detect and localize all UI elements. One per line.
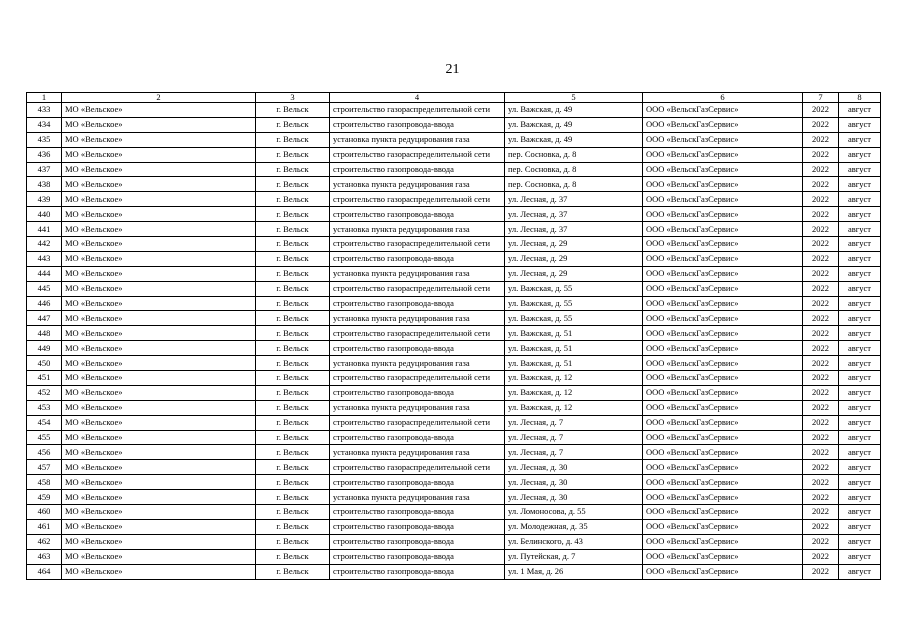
year-cell: 2022 — [803, 207, 839, 222]
municipality-cell: МО «Вельское» — [62, 356, 256, 371]
municipality-cell: МО «Вельское» — [62, 326, 256, 341]
address-cell: ул. Молодежная, д. 35 — [505, 519, 643, 534]
table-row — [27, 266, 881, 281]
row-number-cell: 442 — [27, 237, 62, 252]
address-cell: ул. Важская, д. 12 — [505, 385, 643, 400]
column-header-7: 7 — [803, 93, 839, 103]
year-cell: 2022 — [803, 311, 839, 326]
address-cell: ул. Важская, д. 55 — [505, 281, 643, 296]
year-cell: 2022 — [803, 251, 839, 266]
municipality-cell: МО «Вельское» — [62, 371, 256, 386]
address-cell: ул. Лесная, д. 7 — [505, 430, 643, 445]
work-type-cell: строительство газораспределительной сети — [330, 460, 505, 475]
contractor-cell: ООО «ВельскГазСервис» — [643, 385, 803, 400]
contractor-cell: ООО «ВельскГазСервис» — [643, 371, 803, 386]
year-cell: 2022 — [803, 490, 839, 505]
contractor-cell: ООО «ВельскГазСервис» — [643, 162, 803, 177]
settlement-cell: г. Вельск — [256, 296, 330, 311]
work-type-cell: установка пункта редуцирования газа — [330, 177, 505, 192]
address-cell: ул. Важская, д. 51 — [505, 341, 643, 356]
table-row — [27, 505, 881, 520]
contractor-cell: ООО «ВельскГазСервис» — [643, 460, 803, 475]
year-cell: 2022 — [803, 162, 839, 177]
municipality-cell: МО «Вельское» — [62, 311, 256, 326]
work-type-cell: установка пункта редуцирования газа — [330, 266, 505, 281]
settlement-cell: г. Вельск — [256, 251, 330, 266]
month-cell: август — [839, 162, 881, 177]
work-type-cell: строительство газопровода-ввода — [330, 296, 505, 311]
settlement-cell: г. Вельск — [256, 132, 330, 147]
table-row — [27, 326, 881, 341]
municipality-cell: МО «Вельское» — [62, 415, 256, 430]
settlement-cell: г. Вельск — [256, 371, 330, 386]
row-number-cell: 446 — [27, 296, 62, 311]
month-cell: август — [839, 490, 881, 505]
column-header-6: 6 — [643, 93, 803, 103]
contractor-cell: ООО «ВельскГазСервис» — [643, 415, 803, 430]
municipality-cell: МО «Вельское» — [62, 445, 256, 460]
address-cell: ул. Лесная, д. 30 — [505, 490, 643, 505]
municipality-cell: МО «Вельское» — [62, 534, 256, 549]
row-number-cell: 456 — [27, 445, 62, 460]
municipality-cell: МО «Вельское» — [62, 505, 256, 520]
year-cell: 2022 — [803, 326, 839, 341]
settlement-cell: г. Вельск — [256, 311, 330, 326]
settlement-cell: г. Вельск — [256, 356, 330, 371]
column-header-5: 5 — [505, 93, 643, 103]
year-cell: 2022 — [803, 475, 839, 490]
table-row — [27, 222, 881, 237]
address-cell: ул. Важская, д. 55 — [505, 296, 643, 311]
work-type-cell: строительство газораспределительной сети — [330, 237, 505, 252]
row-number-cell: 458 — [27, 475, 62, 490]
work-type-cell: строительство газораспределительной сети — [330, 326, 505, 341]
contractor-cell: ООО «ВельскГазСервис» — [643, 430, 803, 445]
settlement-cell: г. Вельск — [256, 564, 330, 579]
table-row — [27, 147, 881, 162]
work-type-cell: установка пункта редуцирования газа — [330, 445, 505, 460]
work-type-cell: строительство газопровода-ввода — [330, 117, 505, 132]
work-type-cell: строительство газораспределительной сети — [330, 371, 505, 386]
address-cell: ул. Лесная, д. 30 — [505, 475, 643, 490]
row-number-cell: 452 — [27, 385, 62, 400]
settlement-cell: г. Вельск — [256, 519, 330, 534]
row-number-cell: 440 — [27, 207, 62, 222]
row-number-cell: 461 — [27, 519, 62, 534]
settlement-cell: г. Вельск — [256, 177, 330, 192]
table-row — [27, 132, 881, 147]
month-cell: август — [839, 281, 881, 296]
contractor-cell: ООО «ВельскГазСервис» — [643, 177, 803, 192]
address-cell: ул. Важская, д. 12 — [505, 400, 643, 415]
contractor-cell: ООО «ВельскГазСервис» — [643, 505, 803, 520]
year-cell: 2022 — [803, 281, 839, 296]
work-type-cell: установка пункта редуцирования газа — [330, 490, 505, 505]
address-cell: ул. Важская, д. 49 — [505, 132, 643, 147]
work-type-cell: строительство газопровода-ввода — [330, 505, 505, 520]
table-row — [27, 296, 881, 311]
settlement-cell: г. Вельск — [256, 222, 330, 237]
month-cell: август — [839, 415, 881, 430]
year-cell: 2022 — [803, 222, 839, 237]
month-cell: август — [839, 192, 881, 207]
month-cell: август — [839, 237, 881, 252]
row-number-cell: 459 — [27, 490, 62, 505]
municipality-cell: МО «Вельское» — [62, 266, 256, 281]
address-cell: ул. Белинского, д. 43 — [505, 534, 643, 549]
work-type-cell: установка пункта редуцирования газа — [330, 311, 505, 326]
row-number-cell: 436 — [27, 147, 62, 162]
row-number-cell: 463 — [27, 549, 62, 564]
municipality-cell: МО «Вельское» — [62, 549, 256, 564]
year-cell: 2022 — [803, 356, 839, 371]
month-cell: август — [839, 207, 881, 222]
contractor-cell: ООО «ВельскГазСервис» — [643, 222, 803, 237]
table-header-row — [27, 93, 881, 103]
month-cell: август — [839, 445, 881, 460]
municipality-cell: МО «Вельское» — [62, 251, 256, 266]
work-type-cell: установка пункта редуцирования газа — [330, 222, 505, 237]
municipality-cell: МО «Вельское» — [62, 117, 256, 132]
table-row — [27, 460, 881, 475]
table-row — [27, 103, 881, 118]
address-cell: ул. Лесная, д. 30 — [505, 460, 643, 475]
work-type-cell: строительство газопровода-ввода — [330, 564, 505, 579]
work-type-cell: строительство газопровода-ввода — [330, 251, 505, 266]
table-row — [27, 534, 881, 549]
address-cell: ул. Лесная, д. 29 — [505, 237, 643, 252]
settlement-cell: г. Вельск — [256, 549, 330, 564]
month-cell: август — [839, 117, 881, 132]
month-cell: август — [839, 549, 881, 564]
month-cell: август — [839, 177, 881, 192]
settlement-cell: г. Вельск — [256, 326, 330, 341]
address-cell: ул. Лесная, д. 29 — [505, 266, 643, 281]
year-cell: 2022 — [803, 132, 839, 147]
month-cell: август — [839, 296, 881, 311]
settlement-cell: г. Вельск — [256, 430, 330, 445]
month-cell: август — [839, 505, 881, 520]
municipality-cell: МО «Вельское» — [62, 103, 256, 118]
row-number-cell: 454 — [27, 415, 62, 430]
work-type-cell: строительство газопровода-ввода — [330, 549, 505, 564]
settlement-cell: г. Вельск — [256, 281, 330, 296]
month-cell: август — [839, 147, 881, 162]
year-cell: 2022 — [803, 549, 839, 564]
contractor-cell: ООО «ВельскГазСервис» — [643, 147, 803, 162]
row-number-cell: 434 — [27, 117, 62, 132]
row-number-cell: 451 — [27, 371, 62, 386]
contractor-cell: ООО «ВельскГазСервис» — [643, 475, 803, 490]
row-number-cell: 433 — [27, 103, 62, 118]
table-row — [27, 371, 881, 386]
table-row — [27, 281, 881, 296]
year-cell: 2022 — [803, 147, 839, 162]
work-type-cell: установка пункта редуцирования газа — [330, 132, 505, 147]
row-number-cell: 438 — [27, 177, 62, 192]
year-cell: 2022 — [803, 103, 839, 118]
work-type-cell: строительство газопровода-ввода — [330, 162, 505, 177]
work-type-cell: строительство газораспределительной сети — [330, 281, 505, 296]
year-cell: 2022 — [803, 177, 839, 192]
table-row — [27, 117, 881, 132]
settlement-cell: г. Вельск — [256, 207, 330, 222]
municipality-cell: МО «Вельское» — [62, 385, 256, 400]
year-cell: 2022 — [803, 445, 839, 460]
column-header-4: 4 — [330, 93, 505, 103]
address-cell: ул. 1 Мая, д. 26 — [505, 564, 643, 579]
month-cell: август — [839, 222, 881, 237]
address-cell: пер. Сосновка, д. 8 — [505, 147, 643, 162]
address-cell: ул. Важская, д. 49 — [505, 103, 643, 118]
year-cell: 2022 — [803, 341, 839, 356]
column-header-3: 3 — [256, 93, 330, 103]
month-cell: август — [839, 430, 881, 445]
month-cell: август — [839, 132, 881, 147]
row-number-cell: 443 — [27, 251, 62, 266]
contractor-cell: ООО «ВельскГазСервис» — [643, 519, 803, 534]
month-cell: август — [839, 251, 881, 266]
row-number-cell: 464 — [27, 564, 62, 579]
contractor-cell: ООО «ВельскГазСервис» — [643, 266, 803, 281]
municipality-cell: МО «Вельское» — [62, 237, 256, 252]
municipality-cell: МО «Вельское» — [62, 147, 256, 162]
municipality-cell: МО «Вельское» — [62, 162, 256, 177]
settlement-cell: г. Вельск — [256, 400, 330, 415]
table-row — [27, 549, 881, 564]
work-type-cell: строительство газопровода-ввода — [330, 385, 505, 400]
settlement-cell: г. Вельск — [256, 237, 330, 252]
column-header-2: 2 — [62, 93, 256, 103]
table-row — [27, 475, 881, 490]
table-row — [27, 385, 881, 400]
address-cell: ул. Важская, д. 51 — [505, 356, 643, 371]
settlement-cell: г. Вельск — [256, 490, 330, 505]
table-row — [27, 445, 881, 460]
table-row — [27, 490, 881, 505]
month-cell: август — [839, 564, 881, 579]
address-cell: ул. Важская, д. 49 — [505, 117, 643, 132]
municipality-cell: МО «Вельское» — [62, 341, 256, 356]
table-row — [27, 192, 881, 207]
address-cell: пер. Сосновка, д. 8 — [505, 177, 643, 192]
year-cell: 2022 — [803, 266, 839, 281]
row-number-cell: 455 — [27, 430, 62, 445]
settlement-cell: г. Вельск — [256, 103, 330, 118]
contractor-cell: ООО «ВельскГазСервис» — [643, 132, 803, 147]
address-cell: пер. Сосновка, д. 8 — [505, 162, 643, 177]
table-row — [27, 400, 881, 415]
work-type-cell: установка пункта редуцирования газа — [330, 400, 505, 415]
year-cell: 2022 — [803, 296, 839, 311]
contractor-cell: ООО «ВельскГазСервис» — [643, 117, 803, 132]
row-number-cell: 453 — [27, 400, 62, 415]
year-cell: 2022 — [803, 460, 839, 475]
address-cell: ул. Важская, д. 51 — [505, 326, 643, 341]
settlement-cell: г. Вельск — [256, 192, 330, 207]
contractor-cell: ООО «ВельскГазСервис» — [643, 564, 803, 579]
work-type-cell: строительство газопровода-ввода — [330, 430, 505, 445]
page-number: 21 — [445, 62, 460, 77]
month-cell: август — [839, 356, 881, 371]
work-type-cell: строительство газораспределительной сети — [330, 192, 505, 207]
contractor-cell: ООО «ВельскГазСервис» — [643, 237, 803, 252]
table-row — [27, 356, 881, 371]
address-cell: ул. Лесная, д. 37 — [505, 222, 643, 237]
month-cell: август — [839, 385, 881, 400]
year-cell: 2022 — [803, 117, 839, 132]
settlement-cell: г. Вельск — [256, 415, 330, 430]
table-row — [27, 415, 881, 430]
month-cell: август — [839, 400, 881, 415]
year-cell: 2022 — [803, 400, 839, 415]
work-type-cell: установка пункта редуцирования газа — [330, 356, 505, 371]
month-cell: август — [839, 326, 881, 341]
table-row — [27, 237, 881, 252]
municipality-cell: МО «Вельское» — [62, 132, 256, 147]
municipality-cell: МО «Вельское» — [62, 222, 256, 237]
table-row — [27, 564, 881, 579]
row-number-cell: 439 — [27, 192, 62, 207]
address-cell: ул. Путейская, д. 7 — [505, 549, 643, 564]
address-cell: ул. Лесная, д. 37 — [505, 207, 643, 222]
work-type-cell: строительство газораспределительной сети — [330, 147, 505, 162]
settlement-cell: г. Вельск — [256, 341, 330, 356]
contractor-cell: ООО «ВельскГазСервис» — [643, 311, 803, 326]
municipality-cell: МО «Вельское» — [62, 519, 256, 534]
row-number-cell: 460 — [27, 505, 62, 520]
address-cell: ул. Лесная, д. 7 — [505, 415, 643, 430]
month-cell: август — [839, 519, 881, 534]
table-row — [27, 430, 881, 445]
row-number-cell: 448 — [27, 326, 62, 341]
contractor-cell: ООО «ВельскГазСервис» — [643, 356, 803, 371]
contractor-cell: ООО «ВельскГазСервис» — [643, 549, 803, 564]
month-cell: август — [839, 311, 881, 326]
month-cell: август — [839, 341, 881, 356]
contractor-cell: ООО «ВельскГазСервис» — [643, 192, 803, 207]
month-cell: август — [839, 475, 881, 490]
municipality-cell: МО «Вельское» — [62, 207, 256, 222]
settlement-cell: г. Вельск — [256, 266, 330, 281]
work-type-cell: строительство газопровода-ввода — [330, 519, 505, 534]
contractor-cell: ООО «ВельскГазСервис» — [643, 445, 803, 460]
address-cell: ул. Ломоносова, д. 55 — [505, 505, 643, 520]
year-cell: 2022 — [803, 564, 839, 579]
municipality-cell: МО «Вельское» — [62, 281, 256, 296]
year-cell: 2022 — [803, 534, 839, 549]
settlement-cell: г. Вельск — [256, 475, 330, 490]
row-number-cell: 435 — [27, 132, 62, 147]
municipality-cell: МО «Вельское» — [62, 400, 256, 415]
work-type-cell: строительство газопровода-ввода — [330, 207, 505, 222]
contractor-cell: ООО «ВельскГазСервис» — [643, 296, 803, 311]
work-type-cell: строительство газопровода-ввода — [330, 341, 505, 356]
row-number-cell: 441 — [27, 222, 62, 237]
year-cell: 2022 — [803, 505, 839, 520]
municipality-cell: МО «Вельское» — [62, 460, 256, 475]
contractor-cell: ООО «ВельскГазСервис» — [643, 103, 803, 118]
settlement-cell: г. Вельск — [256, 147, 330, 162]
month-cell: август — [839, 371, 881, 386]
settlement-cell: г. Вельск — [256, 117, 330, 132]
table-row — [27, 519, 881, 534]
row-number-cell: 457 — [27, 460, 62, 475]
table-row — [27, 341, 881, 356]
row-number-cell: 450 — [27, 356, 62, 371]
work-type-cell: строительство газораспределительной сети — [330, 103, 505, 118]
row-number-cell: 462 — [27, 534, 62, 549]
work-type-cell: строительство газораспределительной сети — [330, 415, 505, 430]
column-header-8: 8 — [839, 93, 881, 103]
municipality-cell: МО «Вельское» — [62, 296, 256, 311]
municipality-cell: МО «Вельское» — [62, 430, 256, 445]
address-cell: ул. Важская, д. 12 — [505, 371, 643, 386]
contractor-cell: ООО «ВельскГазСервис» — [643, 326, 803, 341]
year-cell: 2022 — [803, 192, 839, 207]
year-cell: 2022 — [803, 371, 839, 386]
settlement-cell: г. Вельск — [256, 460, 330, 475]
settlement-cell: г. Вельск — [256, 385, 330, 400]
year-cell: 2022 — [803, 430, 839, 445]
row-number-cell: 449 — [27, 341, 62, 356]
month-cell: август — [839, 534, 881, 549]
address-cell: ул. Лесная, д. 29 — [505, 251, 643, 266]
year-cell: 2022 — [803, 385, 839, 400]
contractor-cell: ООО «ВельскГазСервис» — [643, 400, 803, 415]
month-cell: август — [839, 103, 881, 118]
settlement-cell: г. Вельск — [256, 505, 330, 520]
row-number-cell: 444 — [27, 266, 62, 281]
municipality-cell: МО «Вельское» — [62, 192, 256, 207]
column-header-1: 1 — [27, 93, 62, 103]
address-cell: ул. Лесная, д. 7 — [505, 445, 643, 460]
month-cell: август — [839, 460, 881, 475]
year-cell: 2022 — [803, 519, 839, 534]
municipality-cell: МО «Вельское» — [62, 177, 256, 192]
row-number-cell: 445 — [27, 281, 62, 296]
month-cell: август — [839, 266, 881, 281]
contractor-cell: ООО «ВельскГазСервис» — [643, 341, 803, 356]
table-row — [27, 162, 881, 177]
municipality-cell: МО «Вельское» — [62, 564, 256, 579]
row-number-cell: 447 — [27, 311, 62, 326]
contractor-cell: ООО «ВельскГазСервис» — [643, 207, 803, 222]
table-row — [27, 177, 881, 192]
work-type-cell: строительство газопровода-ввода — [330, 534, 505, 549]
table-row — [27, 311, 881, 326]
contractor-cell: ООО «ВельскГазСервис» — [643, 251, 803, 266]
settlement-cell: г. Вельск — [256, 162, 330, 177]
municipality-cell: МО «Вельское» — [62, 475, 256, 490]
row-number-cell: 437 — [27, 162, 62, 177]
address-cell: ул. Важская, д. 55 — [505, 311, 643, 326]
contractor-cell: ООО «ВельскГазСервис» — [643, 534, 803, 549]
schedule-table — [26, 92, 881, 580]
year-cell: 2022 — [803, 237, 839, 252]
table-row — [27, 207, 881, 222]
address-cell: ул. Лесная, д. 37 — [505, 192, 643, 207]
settlement-cell: г. Вельск — [256, 445, 330, 460]
table-row — [27, 251, 881, 266]
contractor-cell: ООО «ВельскГазСервис» — [643, 281, 803, 296]
settlement-cell: г. Вельск — [256, 534, 330, 549]
year-cell: 2022 — [803, 415, 839, 430]
municipality-cell: МО «Вельское» — [62, 490, 256, 505]
work-type-cell: строительство газопровода-ввода — [330, 475, 505, 490]
contractor-cell: ООО «ВельскГазСервис» — [643, 490, 803, 505]
